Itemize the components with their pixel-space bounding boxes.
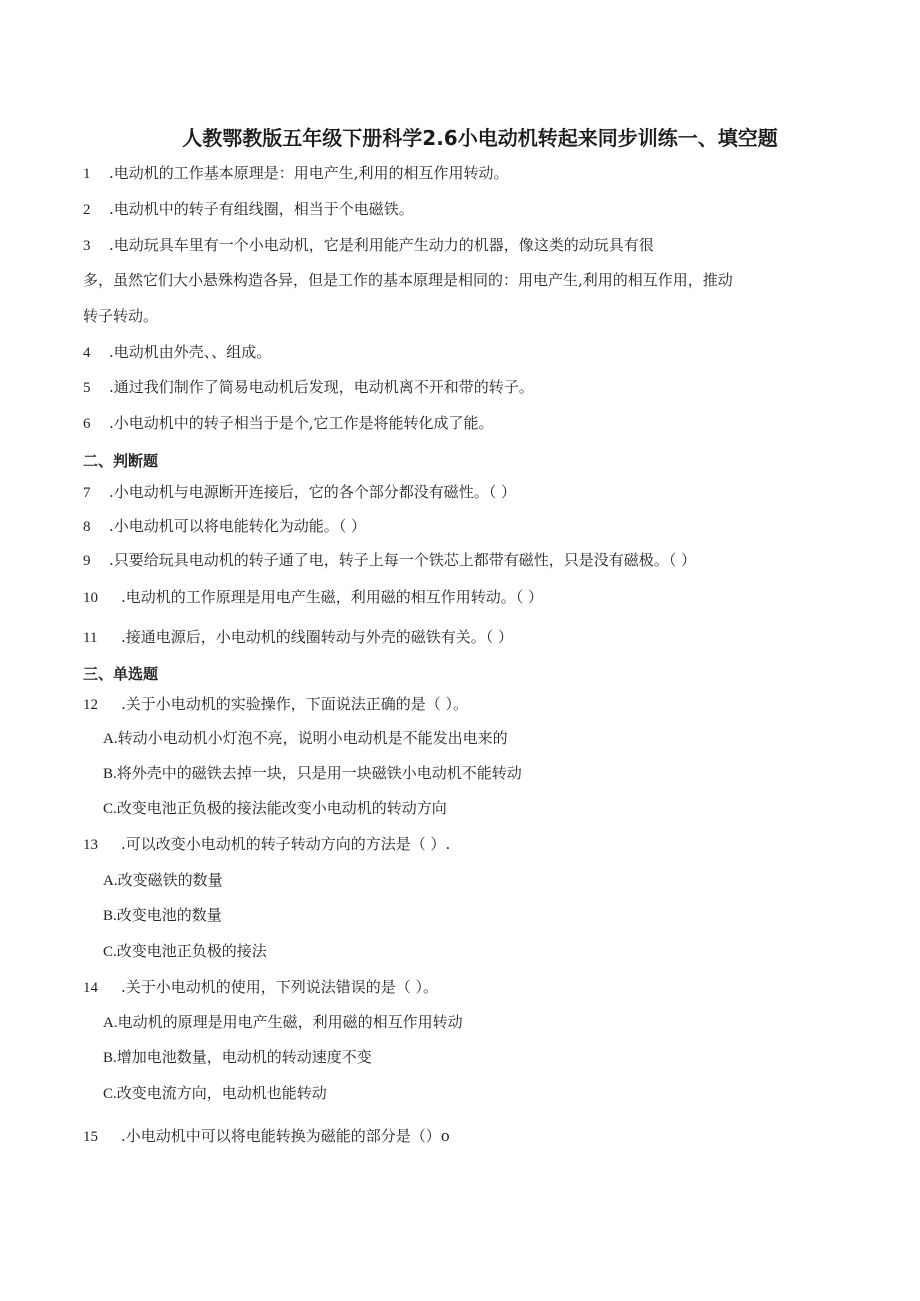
question-number: 8 [83, 519, 91, 535]
option-c [103, 941, 267, 962]
option-text: 电动机的原理是用电产生磁，利用磁的相互作用转动 [117, 1013, 463, 1031]
question-3 [83, 235, 654, 256]
question-text: .电动玩具车里有一个小电动机，它是利用能产生动力的机器，像这类的动玩具有很 [109, 236, 654, 254]
question-14 [83, 977, 438, 998]
question-text: .可以改变小电动机的转子转动方向的方法是（ ）. [121, 835, 451, 853]
option-text: 转动小电动机小灯泡不亮，说明小电动机是不能发出电来的 [117, 729, 508, 747]
option-label: A. [103, 873, 118, 889]
question-13 [83, 834, 450, 855]
option-c [103, 798, 447, 819]
question-number: 5 [83, 380, 91, 396]
option-text: 改变电池正负极的接法能改变小电动机的转动方向 [116, 799, 447, 817]
option-a [103, 728, 508, 749]
option-b [103, 905, 222, 926]
question-number: 1 [83, 166, 91, 182]
question-number: 12 [83, 697, 98, 713]
question-15 [83, 1126, 450, 1147]
option-b [103, 763, 522, 784]
question-number: 11 [83, 630, 98, 646]
question-4 [83, 342, 271, 363]
option-a [103, 870, 223, 891]
question-7 [83, 482, 516, 503]
question-number: 2 [83, 202, 91, 218]
question-text: .只要给玩具电动机的转子通了电，转子上每一个铁芯上都带有磁性，只是没有磁极。（ ） [109, 551, 697, 569]
option-text: 将外壳中的磁铁去掉一块，只是用一块磁铁小电动机不能转动 [116, 764, 522, 782]
question-number: 9 [83, 553, 91, 569]
question-number: 7 [83, 485, 91, 501]
option-text: 改变电池的数量 [116, 906, 222, 924]
question-number: 13 [83, 837, 98, 853]
question-10 [83, 587, 543, 608]
question-text: .关于小电动机的实验操作，下面说法正确的是（ ）。 [121, 695, 469, 713]
question-number: 15 [83, 1129, 98, 1145]
question-text: .通过我们制作了简易电动机后发现，电动机离不开和带的转子。 [109, 378, 534, 396]
question-2 [83, 199, 414, 220]
question-text: .关于小电动机的使用，下列说法错误的是（ ）。 [121, 978, 439, 996]
question-number: 4 [83, 345, 91, 361]
question-1 [83, 163, 509, 184]
option-label: C. [103, 801, 117, 817]
option-label: C. [103, 1086, 117, 1102]
option-c [103, 1083, 327, 1104]
section-heading-judge: 二、判断题 [83, 452, 159, 470]
option-label: B. [103, 766, 117, 782]
question-text: .小电动机中的转子相当于是个,它工作是将能转化成了能。 [109, 414, 494, 432]
page-title: 人教鄂教版五年级下册科学2.6小电动机转起来同步训练一、填空题 [182, 126, 778, 150]
question-text: .小电动机可以将电能转化为动能。（ ） [109, 517, 367, 535]
option-label: A. [103, 731, 118, 747]
question-8 [83, 516, 366, 537]
question-text: .小电动机中可以将电能转换为磁能的部分是（）o [121, 1127, 450, 1145]
question-text: .电动机中的转子有组线圈，相当于个电磁铁。 [109, 200, 414, 218]
question-6 [83, 413, 494, 434]
option-label: C. [103, 944, 117, 960]
section-heading-choice: 三、单选题 [83, 665, 159, 683]
question-text: .接通电源后，小电动机的线圈转动与外壳的磁铁有关。（ ） [121, 628, 514, 646]
option-label: B. [103, 908, 117, 924]
question-text: .小电动机与电源断开连接后，它的各个部分都没有磁性。（ ） [109, 483, 517, 501]
question-number: 14 [83, 980, 98, 996]
question-3-continuation: 转子转动。 [83, 307, 159, 325]
option-b [103, 1047, 372, 1068]
question-number: 6 [83, 416, 91, 432]
option-text: 改变电池正负极的接法 [116, 942, 267, 960]
question-9 [83, 550, 696, 571]
option-a [103, 1012, 463, 1033]
option-text: 改变磁铁的数量 [117, 871, 223, 889]
question-number: 10 [83, 590, 98, 606]
question-text: .电动机的工作原理是用电产生磁，利用磁的相互作用转动。（ ） [121, 588, 544, 606]
question-12 [83, 694, 468, 715]
question-5 [83, 377, 534, 398]
question-text: .电动机的工作基本原理是：用电产生,利用的相互作用转动。 [109, 164, 509, 182]
question-number: 3 [83, 238, 91, 254]
option-text: 改变电流方向，电动机也能转动 [116, 1084, 327, 1102]
question-11 [83, 627, 513, 648]
option-label: B. [103, 1050, 117, 1066]
option-text: 增加电池数量，电动机的转动速度不变 [116, 1048, 372, 1066]
option-label: A. [103, 1015, 118, 1031]
question-text: .电动机由外壳、、组成。 [109, 343, 272, 361]
question-3-continuation: 多，虽然它们大小悬殊构造各异，但是工作的基本原理是相同的：用电产生,利用的相互作用，推动 [83, 271, 733, 289]
